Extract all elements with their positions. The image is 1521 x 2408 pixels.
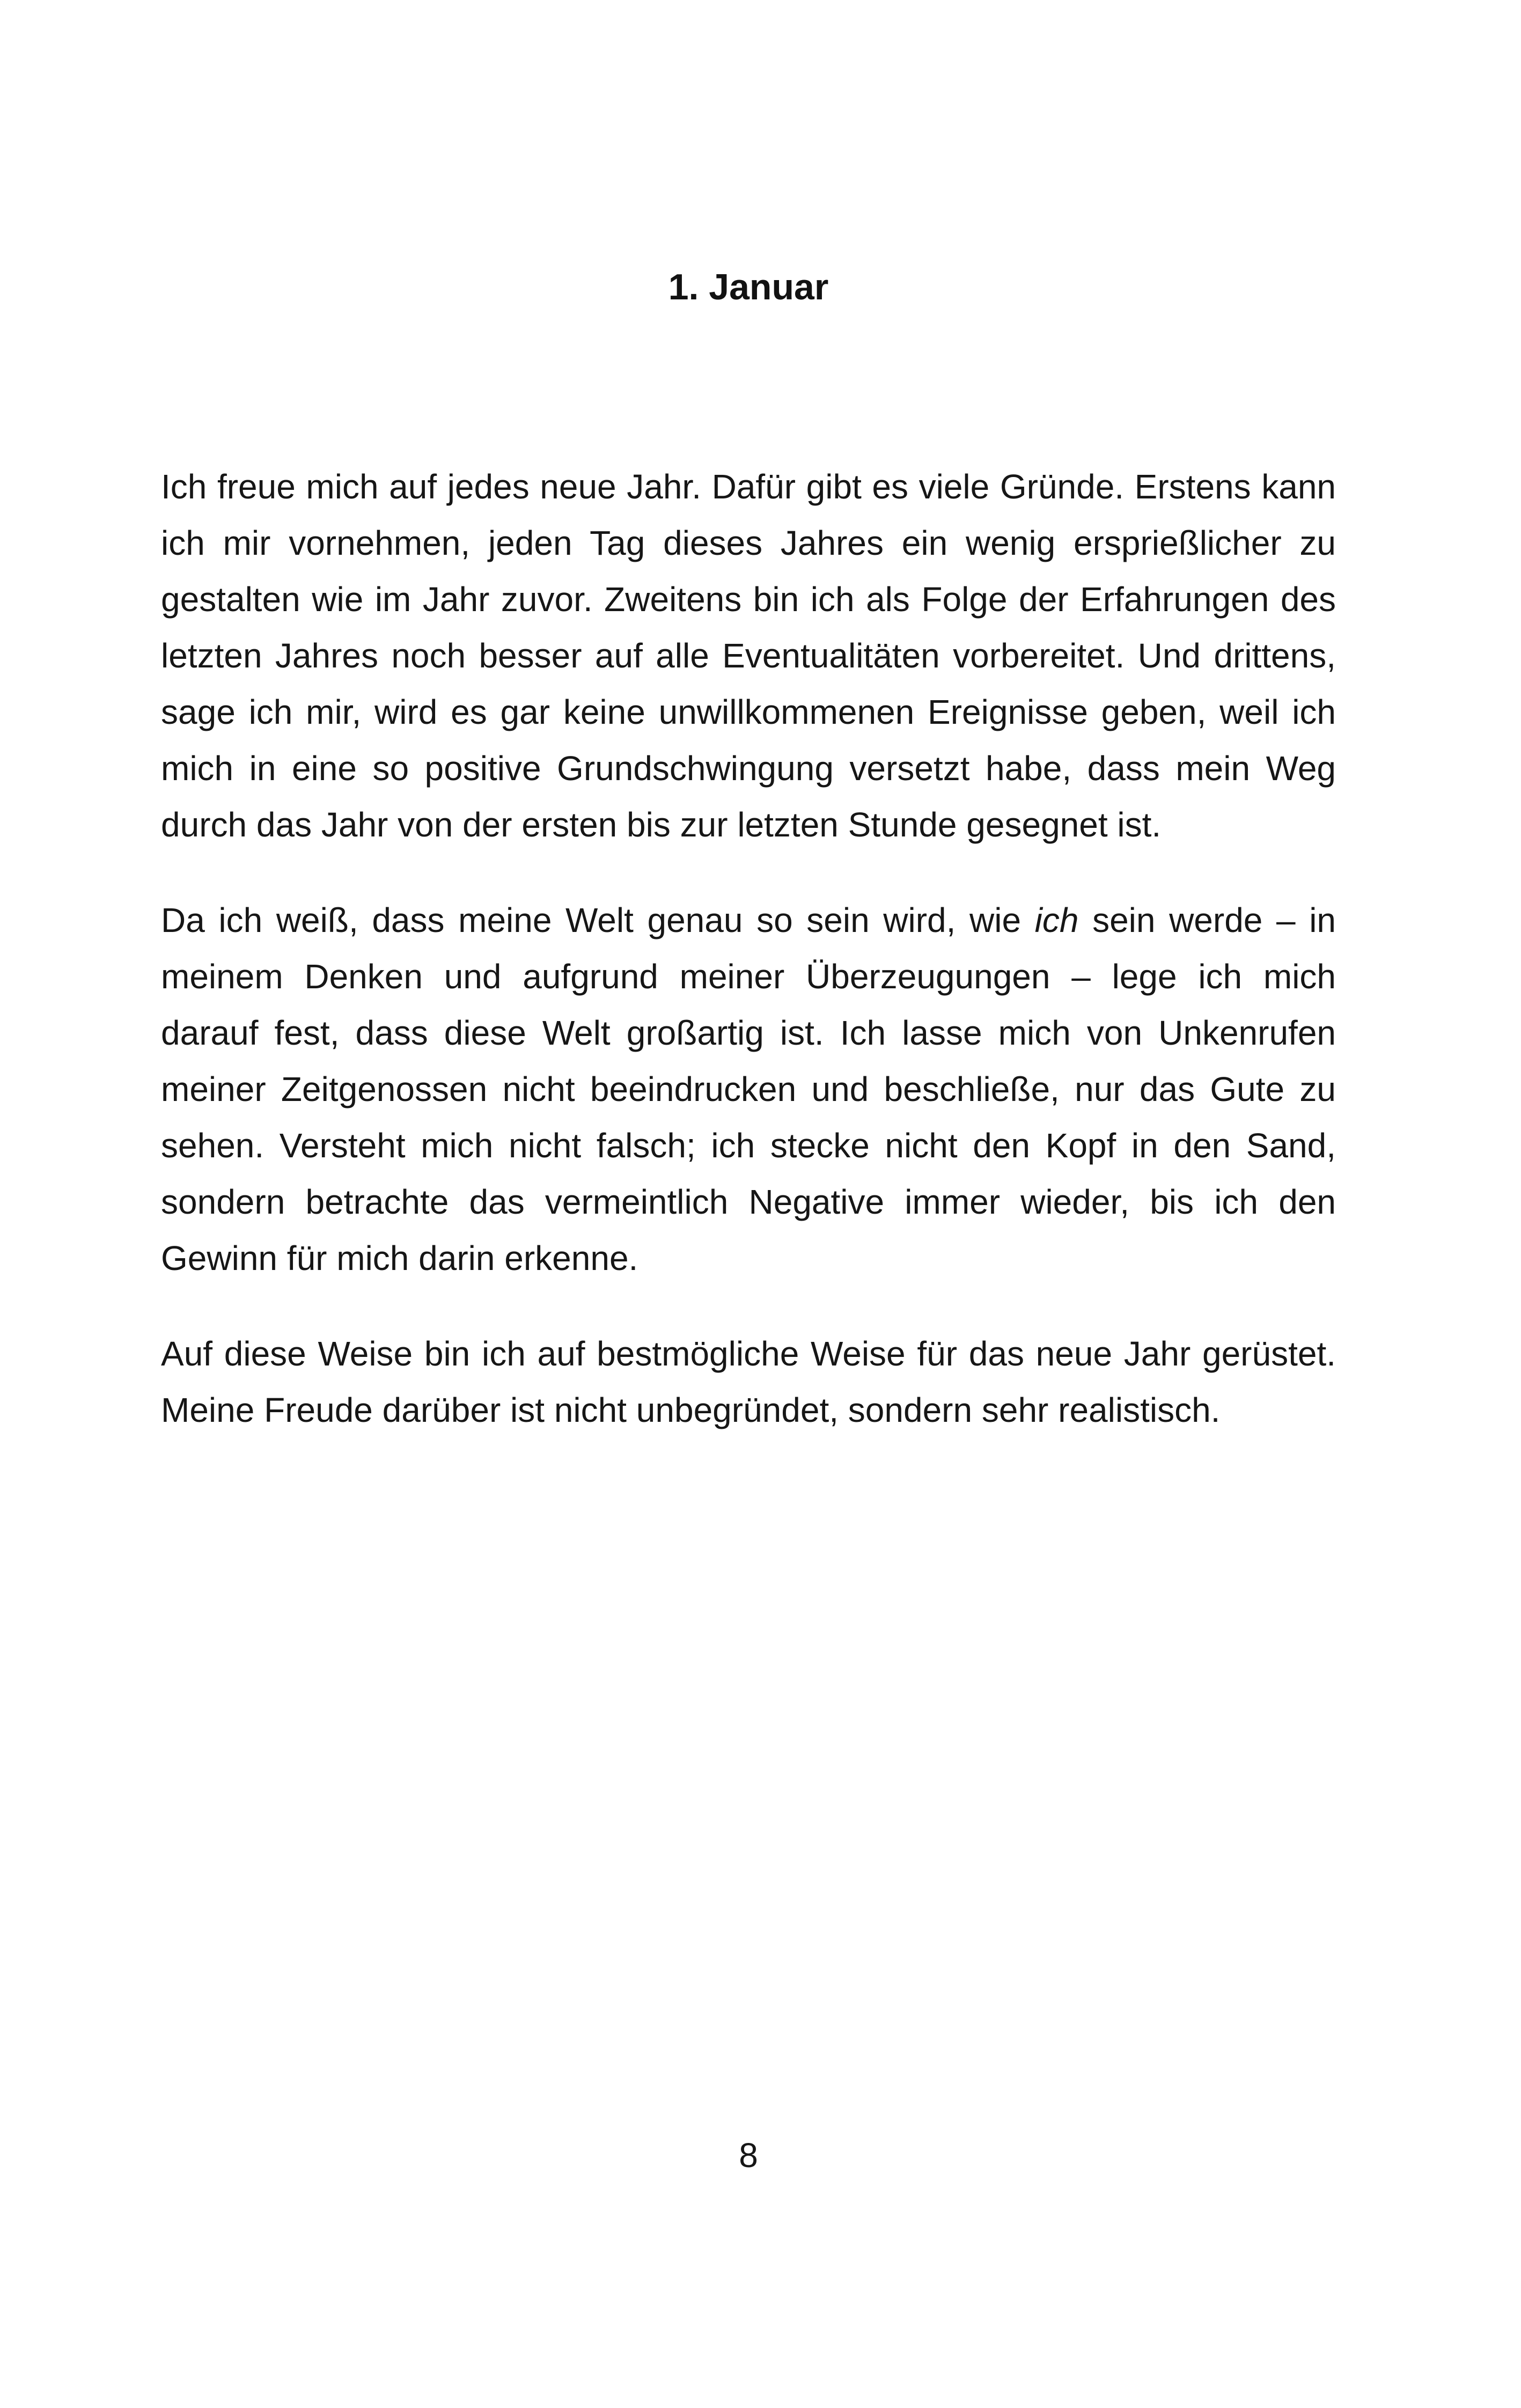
chapter-title: 1. Januar [668,267,829,307]
paragraph-2 [161,892,1336,1287]
page-content [161,459,1336,1438]
paragraph-2-text-post: sein werde – in meinem Denken und aufgrund meiner Überzeugungen – lege ich mich darauf fest, dass diese Welt großartig ist. Ich lasse mich von Unkenrufen meiner Zeitgenossen nicht beeindrucken und beschließe, nur das Gute zu sehen. Versteht mich nicht falsch; ich stecke nicht den Kopf in den Sand, sondern betrachte das vermeintlich Negative immer wieder, bis ich den Gewinn für mich darin erkenne. [161,901,1336,1278]
paragraph-2-text-pre: Da ich weiß, dass meine Welt genau so sein wird, wie [161,901,1035,939]
page-number: 8 [739,2136,758,2175]
paragraph-2-italic-word: ich [1034,901,1079,939]
paragraph-3: Auf diese Weise bin ich auf bestmögliche Weise für das neue Jahr gerüstet. Meine Freude darüber ist nicht unbegründet, sondern sehr realistisch. [161,1334,1336,1429]
paragraph-1: Ich freue mich auf jedes neue Jahr. Dafür gibt es viele Gründe. Erstens kann ich mir vornehmen, jeden Tag dieses Jahres ein wenig ersprießlicher zu gestalten wie im Jahr zuvor. Zweitens bin ich als Folge der Erfahrungen des letzten Jahres noch besser auf alle Eventualitäten vorbereitet. Und drittens, sage ich mir, wird es gar keine unwillkommenen Ereignisse geben, weil ich mich in eine so positive Grundschwingung versetzt habe, dass mein Weg durch das Jahr von der ersten bis zur letzten Stunde gesegnet ist. [161,467,1336,844]
